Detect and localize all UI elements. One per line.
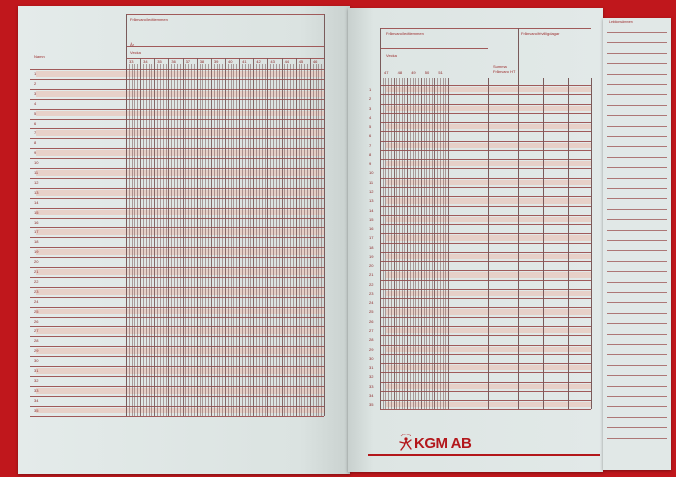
day-column-rule	[185, 64, 186, 416]
day-column-rule	[262, 64, 263, 416]
row-number: 22	[34, 278, 39, 284]
row-number: 14	[34, 199, 39, 205]
flap-line	[607, 417, 667, 418]
day-column-rule	[140, 58, 141, 416]
flap-line	[607, 375, 667, 376]
row-number: 33	[369, 383, 374, 389]
day-column-rule	[301, 64, 302, 416]
sum-sub-label: Frånvaro HT	[493, 69, 516, 74]
row-number: 9	[369, 161, 372, 167]
flap-line	[607, 115, 667, 116]
day-column-rule	[267, 58, 268, 416]
row-number: 35	[34, 407, 39, 413]
day-column-rule	[197, 58, 198, 416]
lesson-flap	[603, 18, 671, 470]
row-number: 15	[369, 216, 374, 222]
flap-line	[607, 136, 667, 137]
flap-line	[607, 209, 667, 210]
row-number: 2	[369, 96, 372, 102]
day-column-rule	[299, 64, 300, 416]
day-column-rule	[415, 78, 416, 409]
day-column-rule	[279, 64, 280, 416]
header-rule	[126, 46, 324, 47]
day-column-rule	[296, 58, 297, 416]
week-number: 49	[411, 70, 416, 75]
grid-edge	[324, 14, 325, 416]
flap-line	[607, 334, 667, 335]
week-number: 37	[185, 59, 191, 64]
flap-header-label: Lektionsämnen	[609, 20, 633, 24]
day-column-rule	[250, 64, 251, 416]
flap-line	[607, 63, 667, 64]
row-rule	[380, 409, 591, 410]
week-number: 35	[157, 59, 162, 64]
day-column-rule	[253, 58, 254, 416]
flap-line	[607, 94, 667, 95]
day-column-rule	[290, 64, 291, 416]
day-column-rule	[151, 64, 152, 416]
week-number: 48	[397, 70, 403, 75]
row-number: 8	[369, 151, 372, 157]
day-column-rule	[388, 78, 389, 409]
row-number: 7	[34, 130, 37, 136]
week-number: 40	[228, 59, 233, 64]
row-number: 28	[34, 338, 39, 344]
week-number: 47	[384, 70, 389, 75]
flap-line	[607, 105, 667, 106]
row-number: 23	[369, 290, 374, 296]
day-column-rule	[391, 78, 392, 409]
left-year-label: År	[130, 42, 134, 47]
row-number: 10	[369, 170, 374, 176]
row-number: 17	[369, 235, 374, 241]
day-column-rule	[208, 64, 209, 416]
row-number: 23	[34, 288, 39, 294]
summary-column-rule	[488, 78, 489, 409]
week-number: 33	[129, 59, 134, 64]
row-number: 4	[369, 114, 372, 120]
day-column-rule	[445, 78, 446, 409]
left-header-label: Frånvaro/ledtiemmen	[130, 17, 168, 22]
week-number: 34	[143, 59, 148, 64]
day-column-rule	[134, 64, 135, 416]
day-column-rule	[180, 64, 181, 416]
day-column-rule	[259, 64, 260, 416]
day-column-rule	[434, 78, 435, 409]
week-number: 38	[199, 59, 205, 64]
row-number: 30	[34, 358, 39, 364]
day-column-rule	[225, 58, 226, 416]
row-number: 16	[34, 219, 39, 225]
row-number: 18	[369, 244, 374, 250]
row-number: 5	[369, 124, 372, 130]
kgm-figure-logo-icon	[398, 434, 414, 452]
day-column-rule	[310, 58, 311, 416]
day-column-rule	[276, 64, 277, 416]
row-number: 1	[34, 71, 37, 76]
day-column-rule	[177, 64, 178, 416]
day-column-rule	[219, 64, 220, 416]
day-column-rule	[194, 64, 195, 416]
summary-column-rule	[543, 78, 544, 409]
day-column-rule	[245, 64, 246, 416]
row-number: 27	[34, 328, 39, 334]
flap-line	[607, 438, 667, 439]
day-column-rule	[256, 64, 257, 416]
row-number: 11	[34, 170, 39, 175]
day-column-rule	[126, 58, 127, 416]
row-number: 32	[369, 374, 374, 380]
row-number: 27	[369, 328, 374, 334]
row-number: 18	[34, 239, 39, 245]
right-header-label: Frånvaro/ledtiemmen	[386, 31, 424, 36]
day-column-rule	[316, 64, 317, 416]
day-column-rule	[191, 64, 192, 416]
row-number: 4	[34, 100, 37, 106]
day-column-rule	[211, 58, 212, 416]
flap-line	[607, 313, 667, 314]
flap-line	[607, 53, 667, 54]
day-column-rule	[214, 64, 215, 416]
flap-line	[607, 198, 667, 199]
flap-line	[607, 157, 667, 158]
header-rule	[380, 48, 488, 49]
day-column-rule	[168, 58, 169, 416]
row-number: 33	[34, 387, 39, 393]
sum-label: Summa	[493, 64, 507, 69]
flap-line	[607, 188, 667, 189]
row-number: 20	[34, 259, 39, 265]
open-register-book	[18, 6, 668, 474]
row-number: 26	[369, 318, 374, 324]
day-column-rule	[407, 78, 408, 409]
flap-line	[607, 427, 667, 428]
day-column-rule	[273, 64, 274, 416]
left-page	[18, 6, 350, 474]
flap-line	[607, 344, 667, 345]
flap-line	[607, 167, 667, 168]
day-column-rule	[265, 64, 266, 416]
day-column-rule	[242, 64, 243, 416]
row-number: 20	[369, 263, 374, 269]
day-column-rule	[143, 64, 144, 416]
flap-line	[607, 230, 667, 231]
week-number: 45	[298, 59, 304, 64]
day-column-rule	[307, 64, 308, 416]
row-number: 6	[34, 120, 37, 126]
summary-column-rule	[568, 78, 569, 409]
flap-line	[607, 386, 667, 387]
flap-line	[607, 261, 667, 262]
row-number: 25	[34, 308, 39, 314]
row-number: 6	[369, 133, 372, 139]
day-column-rule	[385, 78, 386, 409]
kgm-logo	[398, 434, 478, 454]
day-column-rule	[239, 58, 240, 416]
day-column-rule	[318, 64, 319, 416]
day-column-rule	[443, 78, 444, 409]
row-number: 12	[34, 179, 39, 185]
day-column-rule	[129, 64, 130, 416]
flap-line	[607, 219, 667, 220]
left-week-label: Vecka	[130, 50, 141, 55]
row-number: 31	[34, 368, 39, 373]
day-column-rule	[188, 64, 189, 416]
flap-line	[607, 250, 667, 251]
row-number: 11	[369, 179, 374, 185]
row-number: 22	[369, 281, 374, 287]
day-column-rule	[205, 64, 206, 416]
row-number: 3	[34, 90, 37, 96]
day-column-rule	[163, 64, 164, 416]
day-column-rule	[424, 78, 425, 409]
week-number: 44	[284, 59, 290, 64]
flap-line	[607, 84, 667, 85]
row-number: 35	[369, 402, 374, 408]
day-column-rule	[183, 58, 184, 416]
row-number: 19	[34, 249, 39, 255]
row-number: 2	[34, 80, 37, 86]
day-column-rule	[228, 64, 229, 416]
day-column-rule	[404, 78, 405, 409]
header-rule	[380, 28, 591, 29]
day-column-rule	[394, 78, 395, 409]
flap-line	[607, 282, 667, 283]
day-column-rule	[222, 64, 223, 416]
day-column-rule	[313, 64, 314, 416]
day-column-rule	[149, 64, 150, 416]
flap-line	[607, 292, 667, 293]
flap-line	[607, 271, 667, 272]
day-column-rule	[160, 64, 161, 416]
row-number: 19	[369, 253, 374, 259]
row-number: 16	[369, 226, 374, 232]
row-number: 26	[34, 318, 39, 324]
flap-line	[607, 42, 667, 43]
day-column-rule	[321, 64, 322, 416]
day-column-rule	[174, 64, 175, 416]
right-week-label: Vecka	[386, 53, 397, 58]
day-column-rule	[166, 64, 167, 416]
flap-line	[607, 146, 667, 147]
week-number: 39	[213, 59, 219, 64]
row-number: 13	[34, 189, 39, 195]
day-column-rule	[154, 58, 155, 416]
day-column-rule	[146, 64, 147, 416]
week-number: 46	[312, 59, 318, 64]
day-column-rule	[304, 64, 305, 416]
day-column-rule	[437, 78, 438, 409]
day-column-rule	[432, 78, 433, 409]
row-number: 9	[34, 150, 37, 156]
day-column-rule	[157, 64, 158, 416]
day-column-rule	[217, 64, 218, 416]
day-column-rule	[293, 64, 294, 416]
flap-line	[607, 240, 667, 241]
row-number: 5	[34, 110, 37, 116]
day-column-rule	[383, 78, 384, 409]
day-column-rule	[380, 78, 381, 409]
day-column-rule	[413, 78, 414, 409]
flap-line	[607, 365, 667, 366]
brand-rule	[368, 454, 600, 456]
day-column-rule	[399, 78, 400, 409]
logo-text: KGM AB	[414, 435, 472, 452]
row-number: 29	[369, 346, 374, 352]
summary-column-rule	[591, 78, 592, 409]
day-column-rule	[137, 64, 138, 416]
row-number: 17	[34, 229, 39, 235]
day-column-rule	[231, 64, 232, 416]
day-column-rule	[248, 64, 249, 416]
flap-line	[607, 74, 667, 75]
row-number: 28	[369, 337, 374, 343]
row-number: 3	[369, 105, 372, 111]
flap-line	[607, 354, 667, 355]
day-column-rule	[284, 64, 285, 416]
week-number: 36	[171, 59, 176, 64]
day-column-rule	[421, 78, 422, 409]
day-column-rule	[171, 64, 172, 416]
day-column-rule	[402, 78, 403, 409]
right-page	[348, 8, 603, 472]
flap-line	[607, 32, 667, 33]
flap-line	[607, 178, 667, 179]
row-number: 32	[34, 377, 39, 383]
flap-line	[607, 126, 667, 127]
row-number: 14	[369, 207, 374, 213]
day-column-rule	[287, 64, 288, 416]
day-column-rule	[132, 64, 133, 416]
row-number: 21	[369, 272, 374, 278]
flap-line	[607, 406, 667, 407]
row-number: 21	[34, 269, 39, 274]
day-column-rule	[410, 78, 411, 409]
day-column-rule	[200, 64, 201, 416]
row-number: 30	[369, 355, 374, 361]
row-number: 10	[34, 160, 39, 166]
day-column-rule	[429, 78, 430, 409]
week-number: 42	[256, 59, 261, 64]
day-column-rule	[440, 78, 441, 409]
day-column-rule	[426, 78, 427, 409]
day-column-rule	[236, 64, 237, 416]
header-divider	[518, 28, 519, 85]
day-column-rule	[270, 64, 271, 416]
week-number: 41	[242, 59, 247, 64]
row-number: 1	[369, 87, 372, 92]
left-name-label: Namn	[34, 54, 45, 59]
week-number: 43	[270, 59, 275, 64]
row-number: 29	[34, 348, 39, 354]
row-number: 24	[369, 300, 374, 306]
day-column-rule	[396, 78, 397, 409]
flap-line	[607, 396, 667, 397]
header-rule	[126, 14, 324, 15]
row-number: 8	[34, 140, 37, 146]
row-number: 34	[34, 397, 39, 403]
right-header-right-label: Frånvaro/frivilligdagar	[521, 31, 560, 36]
row-number: 12	[369, 188, 374, 194]
day-column-rule	[418, 78, 419, 409]
row-rule	[30, 416, 324, 417]
row-number: 13	[369, 198, 374, 204]
row-number: 15	[34, 209, 39, 215]
row-number: 7	[369, 142, 372, 148]
week-number: 50	[424, 70, 430, 75]
day-column-rule	[282, 58, 283, 416]
row-number: 25	[369, 309, 374, 315]
week-number: 51	[438, 70, 443, 75]
summary-column-rule	[518, 78, 519, 409]
day-column-rule	[233, 64, 234, 416]
row-number: 34	[369, 392, 374, 398]
row-number: 31	[369, 365, 374, 371]
day-column-rule	[202, 64, 203, 416]
row-number: 24	[34, 298, 39, 304]
flap-line	[607, 302, 667, 303]
flap-line	[607, 323, 667, 324]
day-column-rule	[448, 78, 449, 409]
